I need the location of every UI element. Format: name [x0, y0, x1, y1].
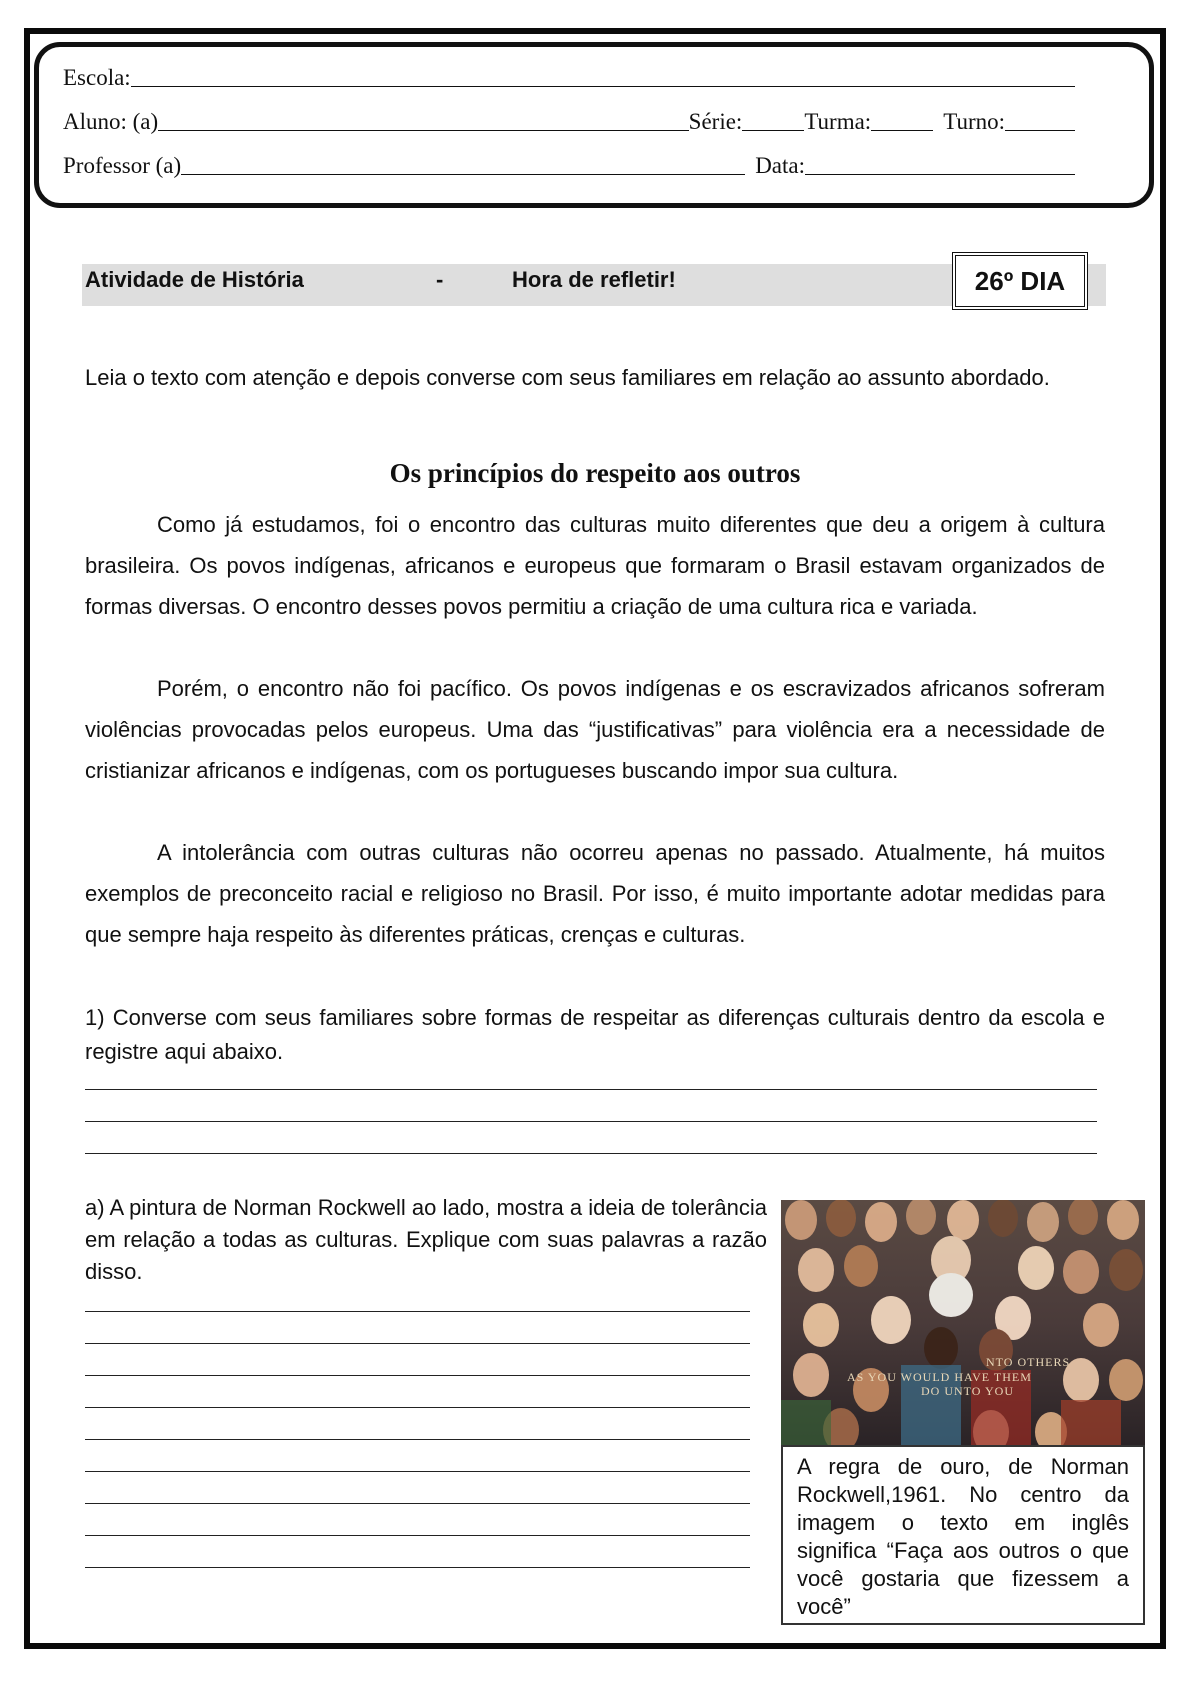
- escola-field[interactable]: [131, 85, 1075, 87]
- answer-line[interactable]: [85, 1152, 1097, 1154]
- aluno-row: [63, 109, 1075, 135]
- day-badge: [952, 252, 1088, 310]
- painting-text-line: NTO OTHERS: [986, 1355, 1071, 1369]
- intro-text: Leia o texto com atenção e depois converse com seus familiares em relação ao assunto abordado.: [85, 365, 1050, 390]
- data-field[interactable]: [805, 173, 1075, 175]
- answer-line[interactable]: [85, 1470, 750, 1472]
- answer-line[interactable]: [85, 1310, 750, 1312]
- article-paragraph: Como já estudamos, foi o encontro das culturas muito diferentes que deu a origem à cultura brasileira. Os povos indígenas, africanos e europeus que formaram o Brasil estavam organizados de formas diversas. O encontro desses povos permitiu a criação de uma cultura rica e variada.: [85, 512, 1105, 619]
- answer-line[interactable]: [85, 1566, 750, 1568]
- question-a: a) A pintura de Norman Rockwell ao lado, mostra a ideia de tolerância em relação a todas as culturas. Explique com suas palavras a razão disso.: [85, 1195, 767, 1284]
- student-info-header: [34, 42, 1154, 208]
- professor-label: Professor (a): [63, 153, 182, 178]
- answer-line[interactable]: [85, 1374, 750, 1376]
- subject-title: Atividade de História: [85, 267, 304, 292]
- aluno-label: Aluno: (a): [63, 109, 159, 134]
- painting-text-line: DO UNTO YOU: [921, 1384, 1014, 1398]
- caption-text: A regra de ouro, de Norman Rockwell,1961. No centro da imagem o texto em inglês significa “Faça aos outros o que você gostaria que fizessem a você”: [797, 1454, 1129, 1619]
- answer-line[interactable]: [85, 1342, 750, 1344]
- professor-field[interactable]: [181, 173, 745, 175]
- professor-row: [63, 153, 1075, 179]
- answer-line[interactable]: [85, 1088, 1097, 1090]
- answer-line[interactable]: [85, 1406, 750, 1408]
- article-title: Os princípios do respeito aos outros: [389, 458, 801, 488]
- painting-caption: [781, 1445, 1145, 1625]
- painting-text-line: AS YOU WOULD HAVE THEM: [847, 1370, 1032, 1384]
- data-label: Data:: [755, 153, 805, 178]
- article-paragraph: Porém, o encontro não foi pacífico. Os povos indígenas e os escravizados africanos sofreram violências provocadas pelos europeus. Uma das “justificativas” para violência era a necessidade de cristianizar africanos e indígenas, com os portugueses buscando impor sua cultura.: [85, 676, 1105, 783]
- article-paragraph: A intolerância com outras culturas não ocorreu apenas no passado. Atualmente, há muitos exemplos de preconceito racial e religioso no Brasil. Por isso, é muito importante adotar medidas para que sempre haja respeito às diferentes práticas, crenças e culturas.: [85, 840, 1105, 947]
- escola-row: [63, 65, 1075, 91]
- turno-field[interactable]: [1005, 129, 1075, 131]
- question-1: 1) Converse com seus familiares sobre formas de respeitar as diferenças culturais dentro da escola e registre aqui abaixo.: [85, 1005, 1105, 1064]
- serie-label: Série:: [688, 109, 743, 134]
- answer-line[interactable]: [85, 1120, 1097, 1122]
- serie-field[interactable]: [742, 129, 804, 131]
- escola-label: Escola:: [63, 65, 131, 90]
- answer-line[interactable]: [85, 1534, 750, 1536]
- turma-label: Turma:: [804, 109, 872, 134]
- theme-title: Hora de refletir!: [512, 267, 676, 292]
- aluno-field[interactable]: [158, 129, 688, 131]
- answer-line[interactable]: [85, 1438, 750, 1440]
- golden-rule-painting: [781, 1200, 1145, 1445]
- title-separator: -: [436, 267, 444, 292]
- answer-line[interactable]: [85, 1502, 750, 1504]
- day-label: 26º DIA: [974, 265, 1066, 296]
- turno-label: Turno:: [943, 109, 1005, 134]
- turma-field[interactable]: [871, 129, 933, 131]
